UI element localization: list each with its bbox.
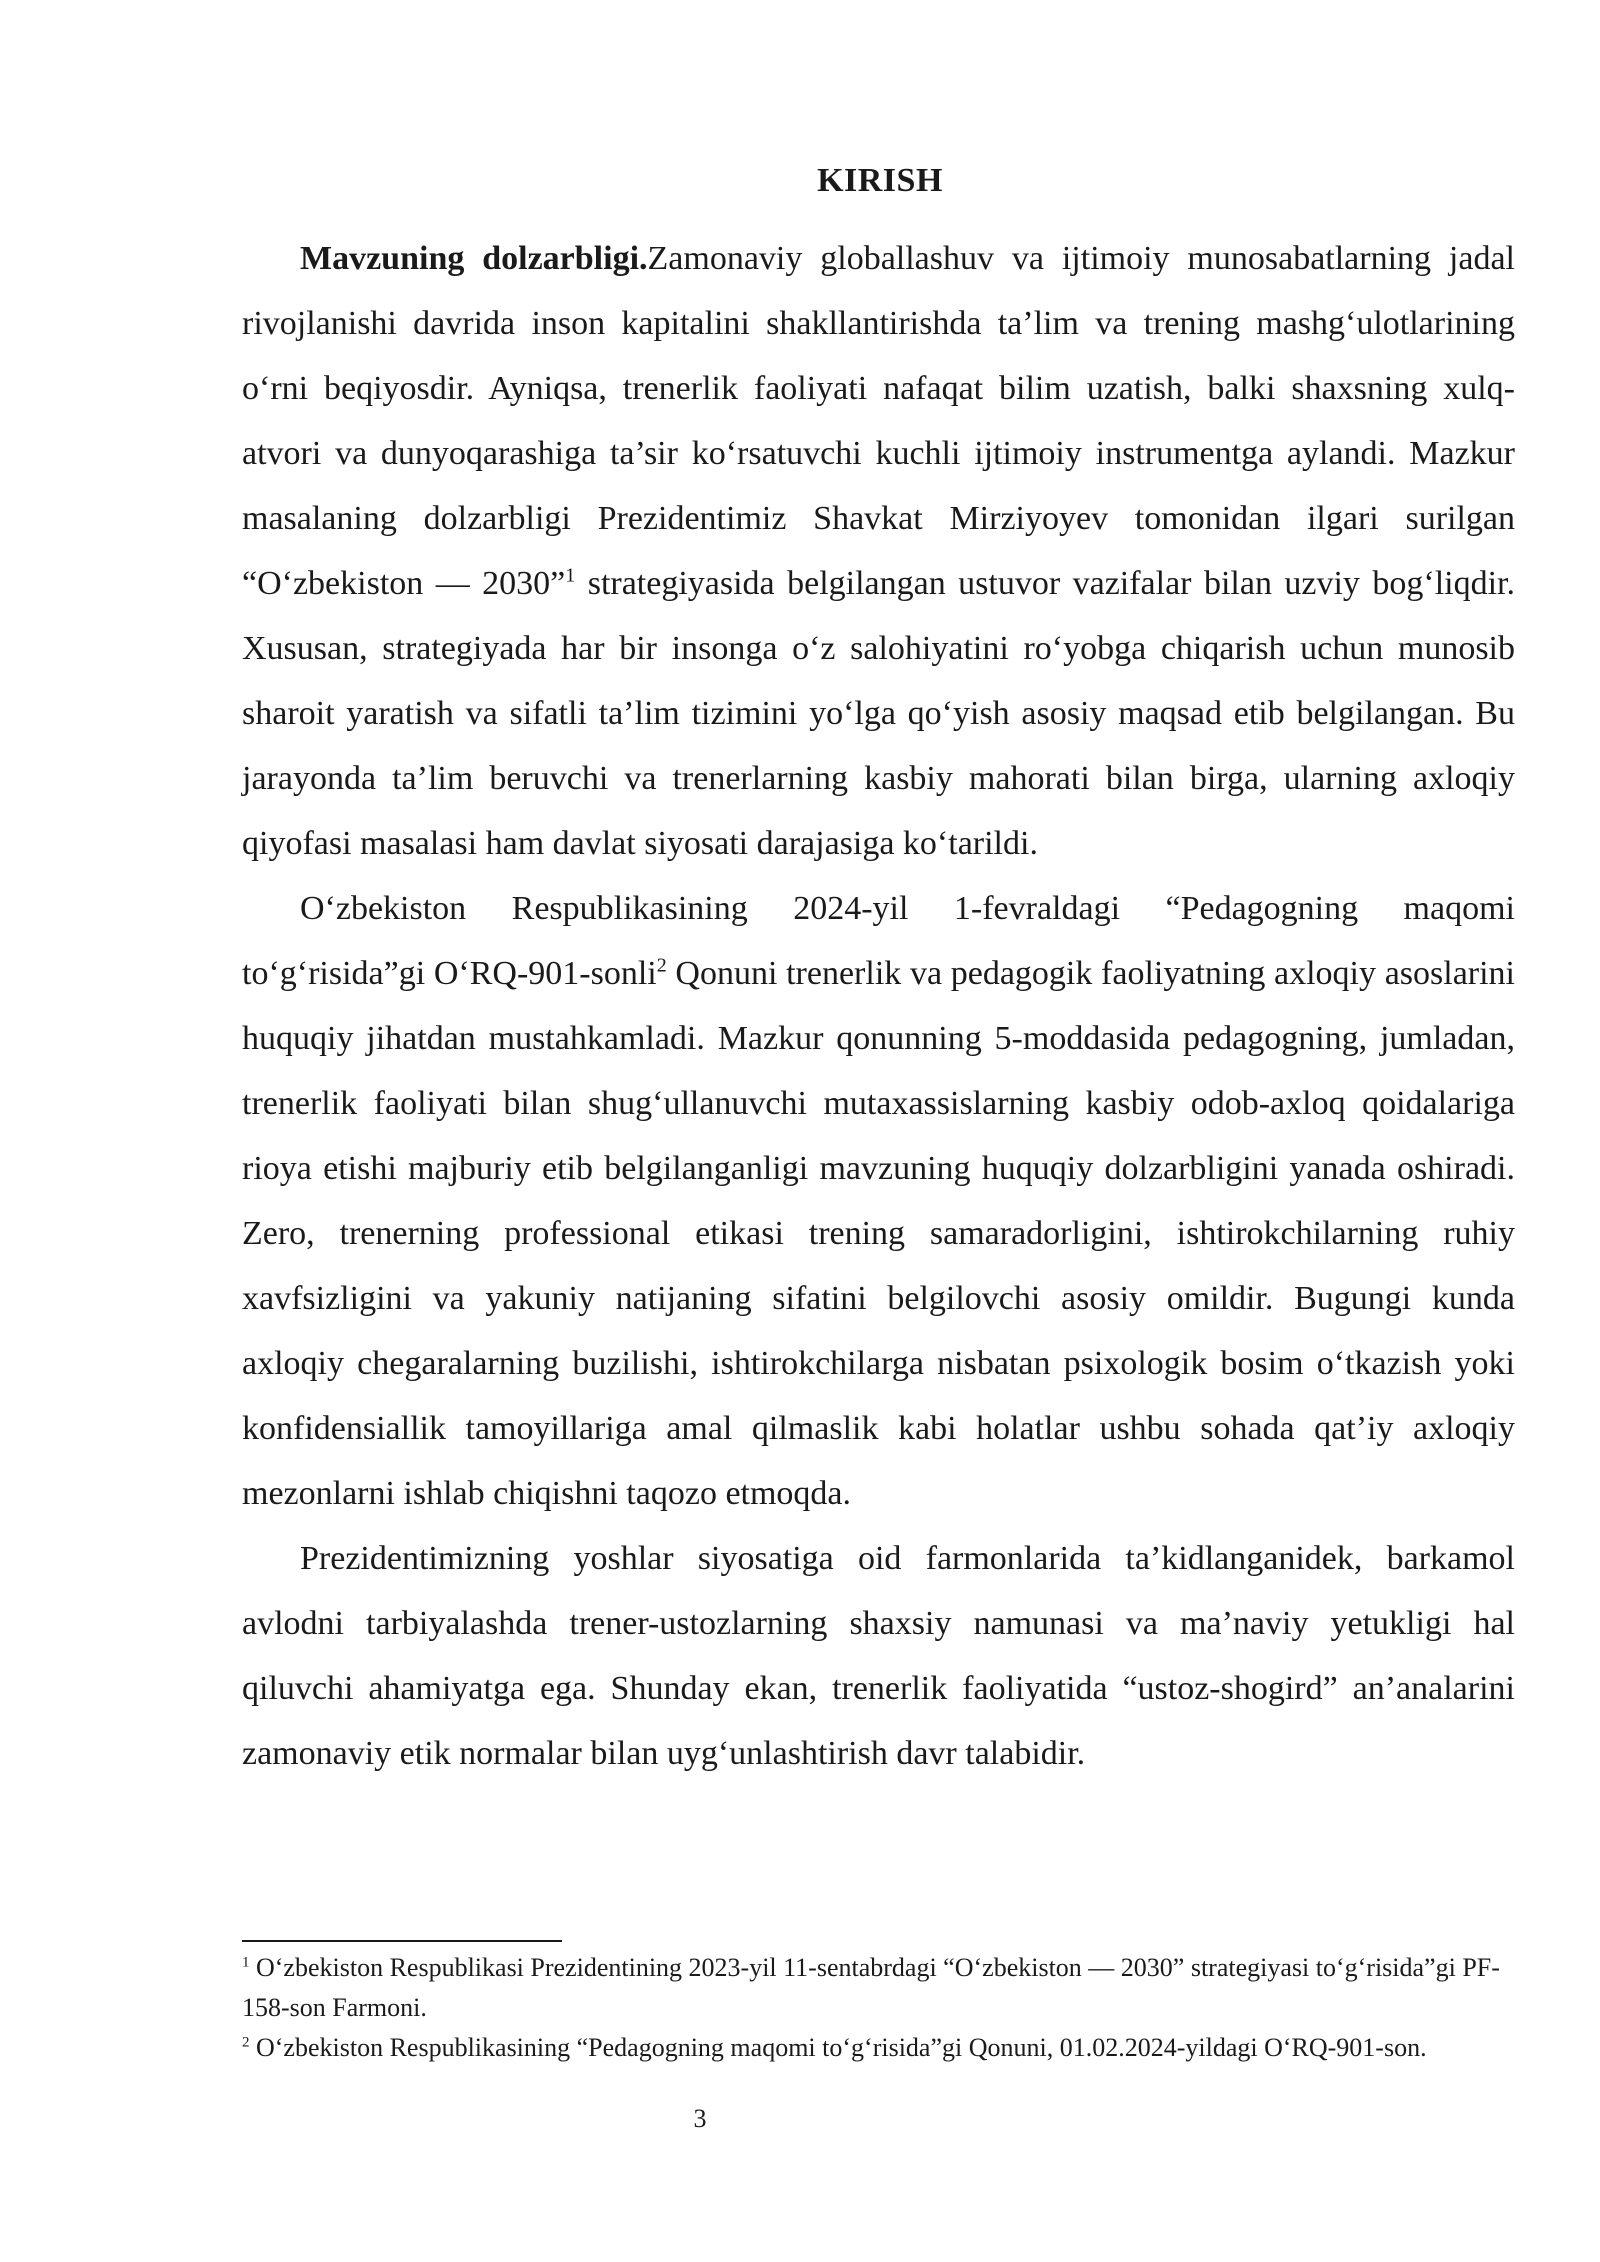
footnote-mark: 1 <box>242 1954 250 1971</box>
paragraph-youth-policy <box>242 1526 1515 1786</box>
body-text <box>242 226 1515 1786</box>
paragraph-text: Prezidentimizning yoshlar siyosatiga oid farmonlarida ta’kidlanganidek, barkamol avlodni tarbiyalashda trener-ustozlarning shaxsiy namunasi va ma’naviy yetukligi hal qiluvchi ahamiyatga ega. Shunday ekan, trenerlik faoliyatida “ustoz-shogird” an’analarini zamonaviy etik normalar bilan uyg‘unlashtirish davr talabidir. <box>242 1540 1515 1772</box>
footnote-separator <box>242 1940 562 1942</box>
footnote-item <box>242 2028 1515 2068</box>
footnote-text: O‘zbekiston Respublikasining “Pedagogning maqomi to‘g‘risida”gi Qonuni, 01.02.2024-yildagi O‘RQ-901-son. <box>249 2033 1427 2062</box>
footnote-mark: 2 <box>242 2034 250 2051</box>
paragraph-text: strategiyasida belgilangan ustuvor vazifalar bilan uzviy bog‘liqdir. Xususan, strategiyada har bir insonga o‘z salohiyatini ro‘yobga chiqarish uchun munosib sharoit yaratish va sifatli ta’lim tizimini yo‘lga qo‘yish asosiy maqsad etib belgilangan. Bu jarayonda ta’lim beruvchi va trenerlarning kasbiy mahorati bilan birga, ularning axloqiy qiyofasi masalasi ham davlat siyosati darajasiga ko‘tarildi. <box>242 565 1515 862</box>
footnote-item <box>242 1948 1515 2028</box>
paragraph-relevance <box>242 226 1515 876</box>
paragraph-lead: Mavzuning dolzarbligi. <box>300 240 648 277</box>
footnote-text: O‘zbekiston Respublikasi Prezidentining 2023-yil 11-sentabrdagi “O‘zbekiston — 2030” strategiyasi to‘g‘risida”gi PF-158-son Farmoni. <box>242 1953 1500 2022</box>
footnote-reference[interactable]: 2 <box>656 954 667 977</box>
paragraph-text: Qonuni trenerlik va pedagogik faoliyatning axloqiy asoslarini huquqiy jihatdan mustahkamladi. Mazkur qonunning 5-moddasida pedagogning, jumladan, trenerlik faoliyati bilan shug‘ullanuvchi mutaxassislarning kasbiy odob-axloq qoidalariga rioya etishi majburiy etib belgilanganligi mavzuning huquqiy dolzarbligini yanada oshiradi. Zero, trenerning professional etikasi trening samaradorligini, ishtirokchilarning ruhiy xavfsizligini va yakuniy natijaning sifatini belgilovchi asosiy omildir. Bugungi kunda axloqiy chegaralarning buzilishi, ishtirokchilarga nisbatan psixologik bosim o‘tkazish yoki konfidensiallik tamoyillariga amal qilmaslik kabi holatlar ushbu sohada qat’iy axloqiy mezonlarni ishlab chiqishni taqozo etmoqda. <box>242 955 1515 1512</box>
footnotes <box>242 1948 1515 2068</box>
paragraph-text: Zamonaviy globallashuv va ijtimoiy munosabatlarning jadal rivojlanishi davrida inson kapitalini shakllantirishda ta’lim va trening mashg‘ulotlarining o‘rni beqiyosdir. Ayniqsa, trenerlik faoliyati nafaqat bilim uzatish, balki shaxsning xulq-atvori va dunyoqarashiga ta’sir ko‘rsatuvchi kuchli ijtimoiy instrumentga aylandi. Mazkur masalaning dolzarbligi Prezidentimiz Shavkat Mirziyoyev tomonidan ilgari surilgan “O‘zbekiston — 2030” <box>242 240 1515 602</box>
paragraph-law <box>242 876 1515 1526</box>
section-title: KIRISH <box>817 162 943 199</box>
footnote-reference[interactable]: 1 <box>565 564 576 587</box>
page-number: 3 <box>693 2104 707 2133</box>
paragraph-text: O‘zbekiston Respublikasining 2024-yil 1-fevraldagi “Pedagogning maqomi to‘g‘risida”gi O‘RQ-901-sonli <box>242 890 1515 992</box>
